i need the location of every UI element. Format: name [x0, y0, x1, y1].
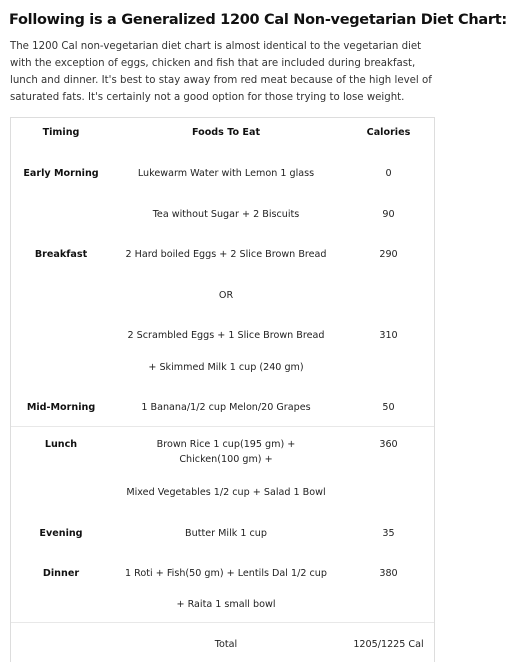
row-calories: 90 [382, 209, 395, 220]
row-food: + Skimmed Milk 1 cup (240 gm) [148, 362, 304, 373]
total-label: Total [214, 639, 238, 650]
row-calories: 0 [385, 168, 392, 179]
row-food: 1 Banana/1/2 cup Melon/20 Grapes [141, 402, 311, 413]
row-food: Lukewarm Water with Lemon 1 glass [137, 168, 315, 179]
row-food: Tea without Sugar + 2 Biscuits [152, 209, 300, 220]
total-calories: 1205/1225 Cal [353, 639, 424, 650]
diet-chart-table [10, 117, 435, 662]
header-foods: Foods To Eat [191, 127, 261, 138]
row-divider [11, 622, 434, 623]
intro-paragraph: The 1200 Cal non-vegetarian diet chart is almost identical to the vegetarian diet with the exception of eggs, chicken and fish that are included during breakfast, lunch and dinner. It's best to stay away from red meat because of the high level of saturated fats. It's certainly not a good option for those trying to lose weight. [10, 41, 432, 103]
row-food: 2 Scrambled Eggs + 1 Slice Brown Bread [127, 330, 325, 341]
row-calories: 50 [382, 402, 395, 413]
row-calories: 35 [382, 528, 395, 539]
header-timing: Timing [42, 127, 80, 138]
row-food: 2 Hard boiled Eggs + 2 Slice Brown Bread [125, 249, 327, 260]
row-timing: Dinner [42, 568, 80, 579]
row-food: Mixed Vegetables 1/2 cup + Salad 1 Bowl [126, 487, 326, 498]
row-timing: Early Morning [23, 168, 99, 179]
row-food: Brown Rice 1 cup(195 gm) + Chicken(100 gm) + [156, 439, 296, 465]
row-calories: 380 [379, 568, 398, 579]
row-food: + Raita 1 small bowl [176, 599, 276, 610]
row-food: Butter Milk 1 cup [185, 528, 267, 539]
page-title: Following is a Generalized 1200 Cal Non-vegetarian Diet Chart: [9, 12, 507, 28]
row-calories: 310 [379, 330, 398, 341]
header-calories: Calories [366, 127, 411, 138]
row-food: 1 Roti + Fish(50 gm) + Lentils Dal 1/2 cup [125, 568, 327, 579]
row-timing: Evening [39, 528, 83, 539]
row-timing: Lunch [44, 439, 78, 450]
row-divider [11, 426, 434, 427]
row-calories: 360 [379, 439, 398, 450]
row-timing: Mid-Morning [26, 402, 96, 413]
row-timing: Breakfast [34, 249, 88, 260]
row-food: OR [218, 290, 234, 301]
row-calories: 290 [379, 249, 398, 260]
